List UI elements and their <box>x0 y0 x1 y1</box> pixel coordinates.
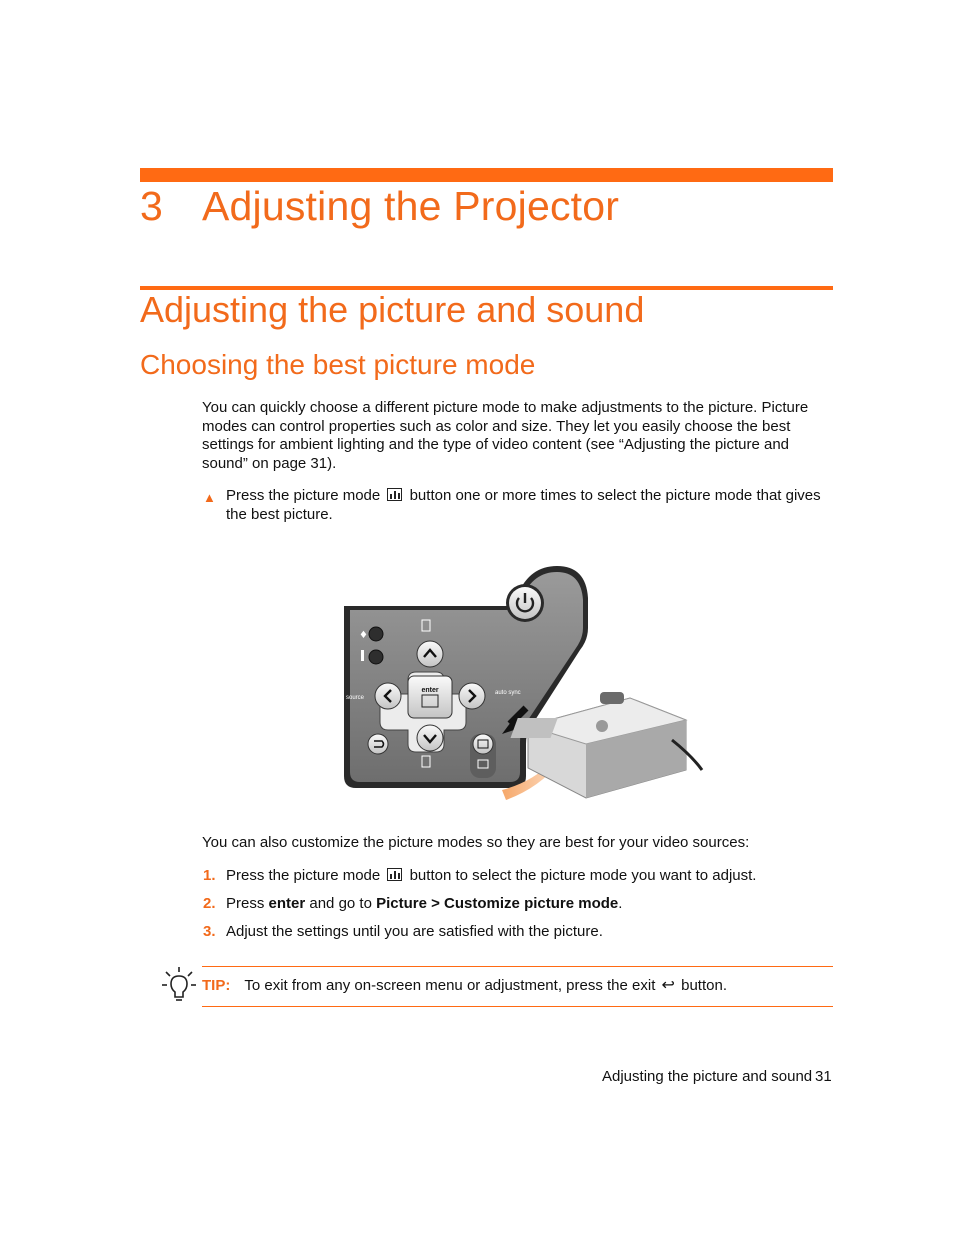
tip-bottom-rule <box>202 1006 833 1007</box>
chapter-title: Adjusting the Projector <box>202 183 620 229</box>
picture-mode-icon <box>387 488 402 501</box>
intro-paragraph: You can quickly choose a different picture mode to make adjustments to the picture. Picture modes can control properties such as color and size. They let you easily choose the best settings for ambient lighting and the type of video content (see “Adjusting the picture and sound” on page 31). <box>202 399 809 472</box>
exit-arrow-icon: ↩ <box>661 977 675 994</box>
section-title: Adjusting the picture and sound <box>140 289 645 330</box>
subsection-title: Choosing the best picture mode <box>140 349 536 380</box>
chapter-heading <box>140 183 619 230</box>
enter-label: enter <box>421 687 439 694</box>
tip-label: TIP: <box>202 977 231 994</box>
triangle-bullet-icon: ▲ <box>203 490 216 505</box>
remote-control-illustration <box>330 558 710 820</box>
power-icon <box>506 584 544 622</box>
step-number: 1. <box>203 867 216 884</box>
footer-title: Adjusting the picture and sound <box>602 1068 813 1085</box>
picture-mode-icon <box>387 868 402 881</box>
svg-text:♦: ♦ <box>359 630 368 641</box>
step-number: 3. <box>203 923 216 940</box>
bullet-text-before: Press the picture mode <box>226 487 381 504</box>
page-number: 31 <box>815 1068 832 1085</box>
lightbulb-icon <box>161 966 197 1006</box>
auto-sync-label: auto sync <box>495 690 521 696</box>
bullet-text-after: button one or more times to select the picture mode that gives the best picture. <box>226 487 821 523</box>
customize-paragraph: You can also customize the picture modes so they are best for your video sources: <box>202 834 750 851</box>
step-number: 2. <box>203 895 216 912</box>
chapter-rule <box>140 168 833 182</box>
tip-top-rule <box>202 966 833 967</box>
source-label: source <box>346 695 365 701</box>
chapter-number: 3 <box>140 183 164 229</box>
tip-note: TIP: To exit from any on-screen menu or adjustment, press the exit ↩ button. <box>202 977 727 994</box>
